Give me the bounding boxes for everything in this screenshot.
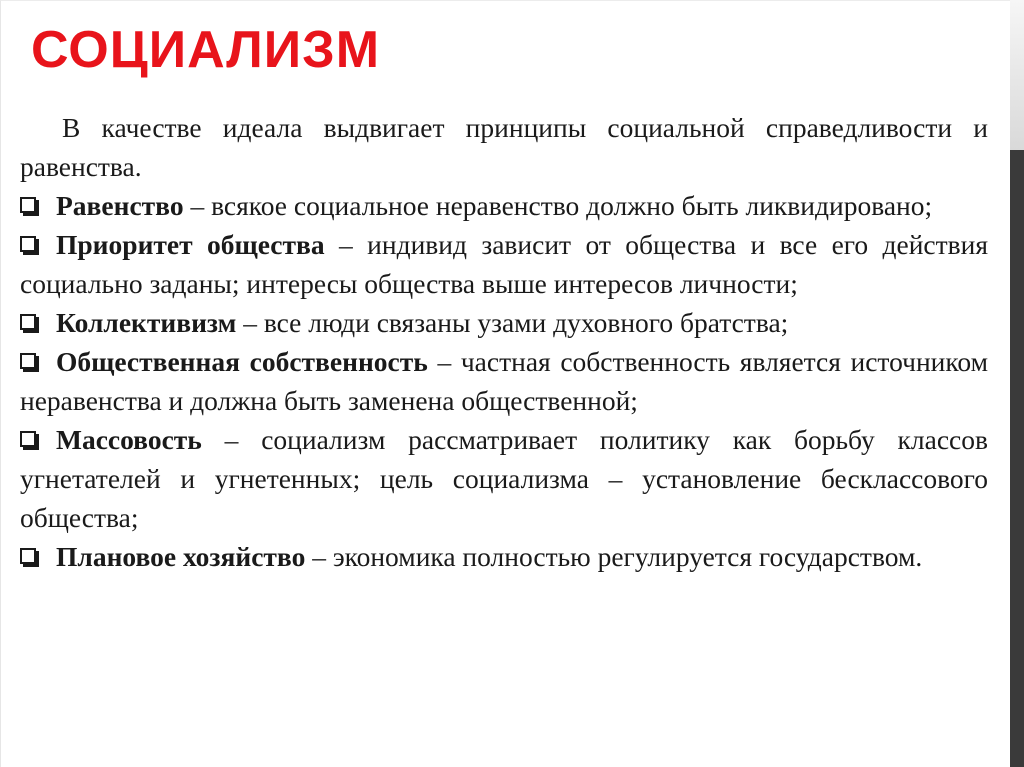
bullet-term: Приоритет общества — [56, 229, 325, 260]
principles-list — [20, 186, 988, 576]
checkbox-bullet-icon — [20, 197, 40, 217]
bullet-term: Плановое хозяйство — [56, 541, 306, 572]
bullet-text: – частная собственность является источником неравенства и должна быть заменена общественной; — [20, 346, 988, 416]
bullet-term: Массовость — [56, 424, 202, 455]
list-item — [20, 186, 988, 225]
list-item — [20, 537, 988, 576]
side-bar-top — [1010, 0, 1024, 150]
bullet-term: Равенство — [56, 190, 184, 221]
list-item — [20, 225, 988, 303]
checkbox-bullet-icon — [20, 236, 40, 256]
checkbox-bullet-icon — [20, 431, 40, 451]
bullet-term: Коллективизм — [56, 307, 237, 338]
slide-title: СОЦИАЛИЗМ — [31, 21, 381, 79]
bullet-text: – социализм рассматривает политику как борьбу классов угнетателей и угнетенных; цель социализма – установление бесклассового общества; — [20, 424, 988, 533]
intro-paragraph: В качестве идеала выдвигает принципы социальной справедливости и равенства. — [20, 112, 988, 182]
checkbox-bullet-icon — [20, 353, 40, 373]
checkbox-bullet-icon — [20, 548, 40, 568]
slide-content — [20, 108, 988, 576]
list-item — [20, 420, 988, 537]
bullet-text: – экономика полностью регулируется государством. — [305, 541, 923, 572]
bullet-term: Общественная собственность — [56, 346, 428, 377]
bullet-text: – индивид зависит от общества и все его действия социально заданы; интересы общества выше интересов личности; — [20, 229, 988, 299]
bullet-text: – все люди связаны узами духовного братства; — [236, 307, 789, 338]
bullet-text: – всякое социальное неравенство должно быть ликвидировано; — [183, 190, 933, 221]
side-bar — [1010, 150, 1024, 767]
checkbox-bullet-icon — [20, 314, 40, 334]
list-item — [20, 342, 988, 420]
list-item — [20, 303, 988, 342]
